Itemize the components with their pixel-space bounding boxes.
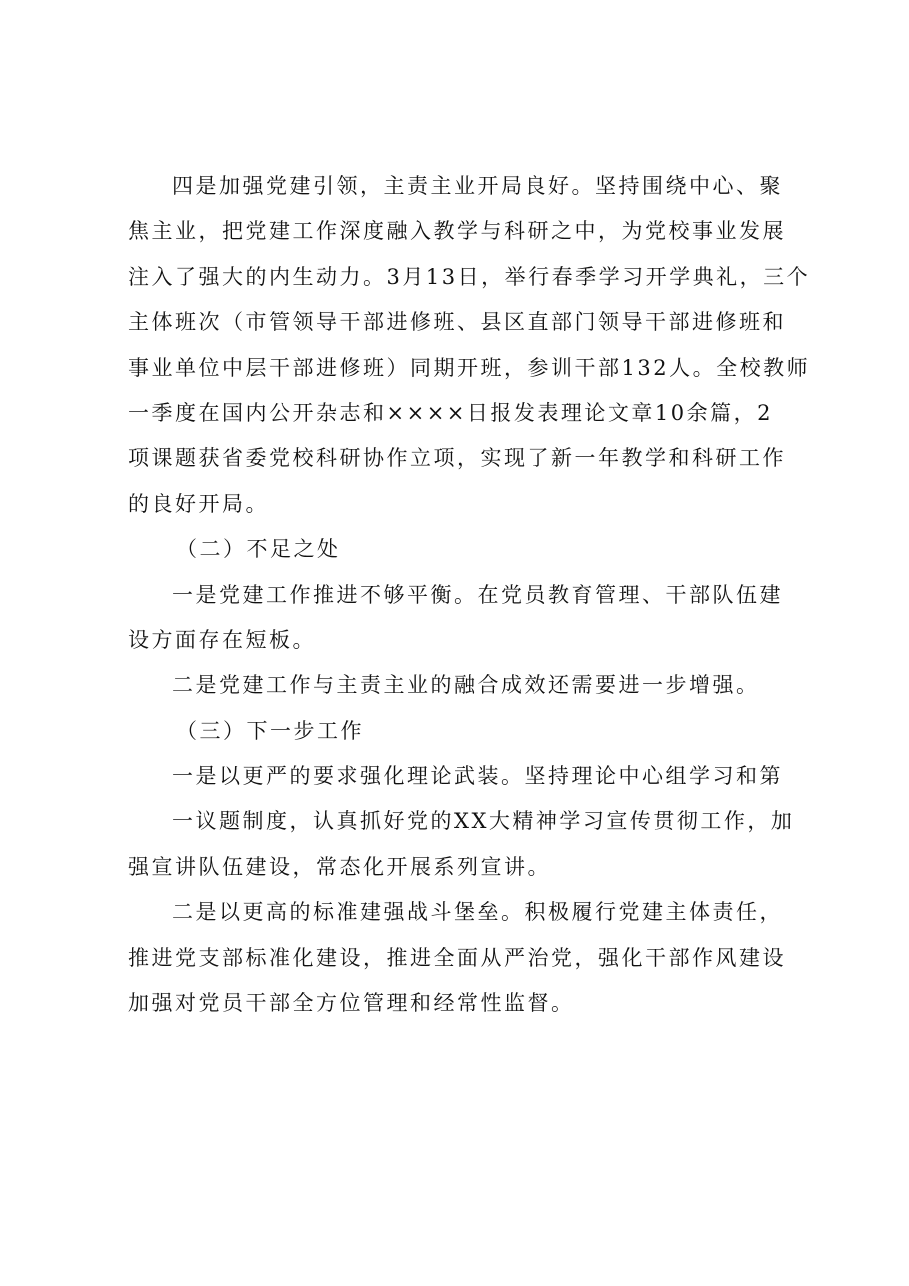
paragraph-line: 四是加强党建引领，主责主业开局良好。坚持围绕中心、聚 — [172, 174, 783, 198]
paragraph-line: 一议题制度，认真抓好党的XX大精神学习宣传贯彻工作，加 — [172, 809, 795, 834]
paragraph-line: 注入了强大的内生动力。3月13日，举行春季学习开学典礼，三个 — [128, 264, 811, 289]
document-body — [128, 168, 818, 1030]
section-heading: （三）下一步工作 — [176, 718, 364, 743]
paragraph-line: 焦主业，把党建工作深度融入教学与科研之中，为党校事业发展 — [128, 219, 786, 244]
paragraph-line: 一是以更严的要求强化理论武装。坚持理论中心组学习和第 — [172, 764, 783, 789]
paragraph-line: 的良好开局。 — [128, 491, 269, 516]
paragraph-line: 一季度在国内公开杂志和××××日报发表理论文章10余篇，2 — [128, 400, 773, 425]
section-heading: （二）不足之处 — [176, 537, 341, 562]
paragraph-line: 推进党支部标准化建设，推进全面从严治党，强化干部作风建设 — [128, 945, 786, 970]
paragraph-line: 强宣讲队伍建设，常态化开展系列宣讲。 — [128, 854, 551, 879]
paragraph-line: 项课题获省委党校科研协作立项，实现了新一年教学和科研工作 — [128, 446, 786, 471]
paragraph-line: 二是以更高的标准建强战斗堡垒。积极履行党建主体责任， — [172, 900, 783, 925]
paragraph-line: 加强对党员干部全方位管理和经常性监督。 — [128, 991, 575, 1016]
paragraph-line: 一是党建工作推进不够平衡。在党员教育管理、干部队伍建 — [172, 582, 783, 607]
paragraph-line: 设方面存在短板。 — [128, 627, 316, 652]
paragraph-line: 主体班次（市管领导干部进修班、县区直部门领导干部进修班和 — [128, 310, 786, 335]
paragraph-line: 二是党建工作与主责主业的融合成效还需要进一步增强。 — [172, 673, 760, 698]
paragraph-line: 事业单位中层干部进修班）同期开班，参训干部132人。全校教师 — [128, 355, 811, 380]
